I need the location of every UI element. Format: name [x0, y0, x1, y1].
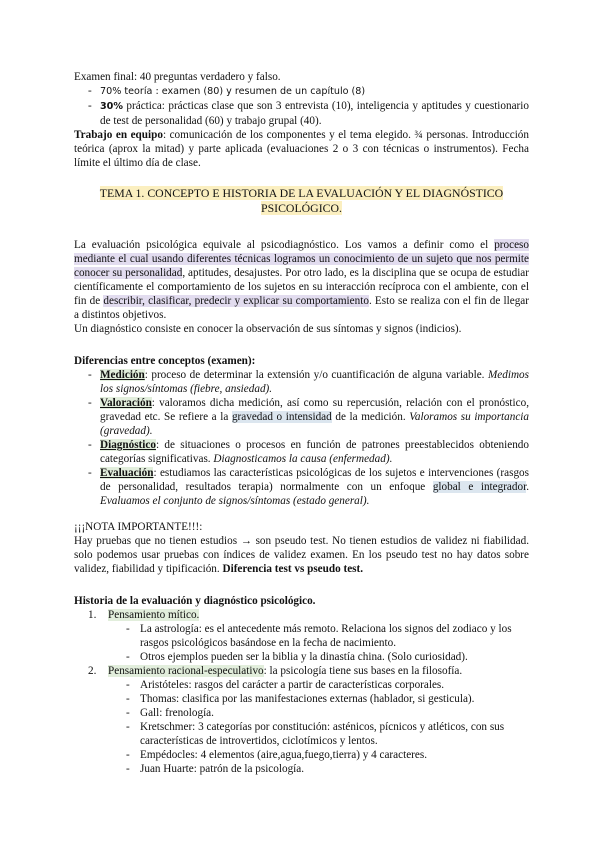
list-item: - Diagnóstico: de situaciones o procesos en función de patrones preestablecidos obteniendo categorías significativas. Diagnosticamos la causa (enfermedad). — [88, 439, 529, 465]
list-item: - Otros ejemplos pueden ser la biblia y la dinastía china. (Solo curiosidad). — [126, 651, 468, 663]
list-item: - Gall: frenología. — [126, 707, 214, 719]
list-item: - Evaluación: estudiamos las características psicológicas de los sujetos e intervenciones (rasgos de personalidad, resultados terapia) normalmente con un enfoque global e integrador. Evaluamos el conjunto de signos/síntomas (estado general). — [88, 467, 529, 507]
note-heading: ¡¡¡NOTA IMPORTANTE!!!: — [74, 521, 203, 533]
document-page — [74, 70, 529, 776]
list-item: - Aristóteles: rasgos del carácter a partir de características corporales. — [126, 679, 445, 691]
history-section-2: 2. Pensamiento racional-especulativo: la psicología tiene sus bases en la filosofía. — [88, 665, 463, 677]
list-item: - Valoración: valoramos dicha medición, así como su repercusión, relación con el pronóstico, gravedad etc. Se refiere a la gravedad o intensidad de la medición. Valoramos su importancia (gravedad). — [88, 397, 530, 437]
list-item: - Medición: proceso de determinar la extensión y/o cuantificación de alguna variable. Medimos los signos/síntomas (fiebre, ansiedad). — [88, 369, 529, 395]
list-item: - La astrología: es el antecedente más remoto. Relaciona los signos del zodiaco y los rasgos psicológicos basándose en la fecha de nacimiento. — [126, 623, 512, 649]
exam-intro: Examen final: 40 preguntas verdadero y falso. — [74, 71, 281, 83]
list-item: - Kretschmer: 3 categorías por constitución: asténicos, pícnicos y atléticos, con sus características de introvertidos, ciclotímicos y lentos. — [126, 721, 505, 747]
list-item: - Thomas: clasifica por las manifestaciones externas (hablador, si gesticula). — [126, 693, 475, 705]
tema-title: TEMA 1. CONCEPTO E HISTORIA DE LA EVALUACIÓN Y EL DIAGNÓSTICO PSICOLÓGICO. — [99, 186, 504, 215]
history-heading: Historia de la evaluación y diagnóstico psicológico. — [74, 595, 316, 607]
diagnosis-line: Un diagnóstico consiste en conocer la observación de sus síntomas y signos (indicios). — [74, 323, 462, 335]
list-item: - 30% práctica: prácticas clase que son 3 entrevista (10), inteligencia y aptitudes y cuestionario de test de personalidad (60) y trabajo grupal (40). — [88, 100, 529, 127]
list-item: - Juan Huarte: patrón de la psicología. — [126, 763, 305, 775]
list-item: - 70% teoría : examen (80) y resumen de un capítulo (8) — [88, 85, 366, 97]
history-section-1: 1. Pensamiento mítico. — [88, 609, 200, 621]
team-paragraph: Trabajo en equipo: comunicación de los componentes y el tema elegido. ¾ personas. Introducción teórica (aprox la mitad) y parte aplicada (evaluaciones 2 o 3 con técnicas o instrumentos). Fecha límite el último día de clase. — [74, 129, 529, 169]
list-item: - Empédocles: 4 elementos (aire,agua,fuego,tierra) y 4 caracteres. — [126, 749, 428, 761]
differences-heading: Diferencias entre conceptos (examen): — [74, 355, 256, 367]
note-paragraph: Hay pruebas que no tienen estudios → son pseudo test. No tienen estudios de validez ni fiabilidad. solo podemos usar pruebas con índices de validez examen. En los pseudo test no hay datos sobre validez, fiabilidad y tipificación. Diferencia test vs pseudo test. — [74, 535, 529, 575]
concept-paragraph: La evaluación psicológica equivale al psicodiagnóstico. Los vamos a definir como el proceso mediante el cual usando diferentes técnicas logramos un conocimiento de un sujeto que nos permite conocer su personalidad, aptitudes, desajustes. Por otro lado, es la disciplina que se ocupa de estudiar científicamente el comportamiento de los sujetos en su interacción recíproca con el ambiente, con el fin de describir, clasificar, predecir y explicar su comportamiento. Esto se realiza con el fin de llegar a distintos objetivos. — [74, 239, 529, 321]
